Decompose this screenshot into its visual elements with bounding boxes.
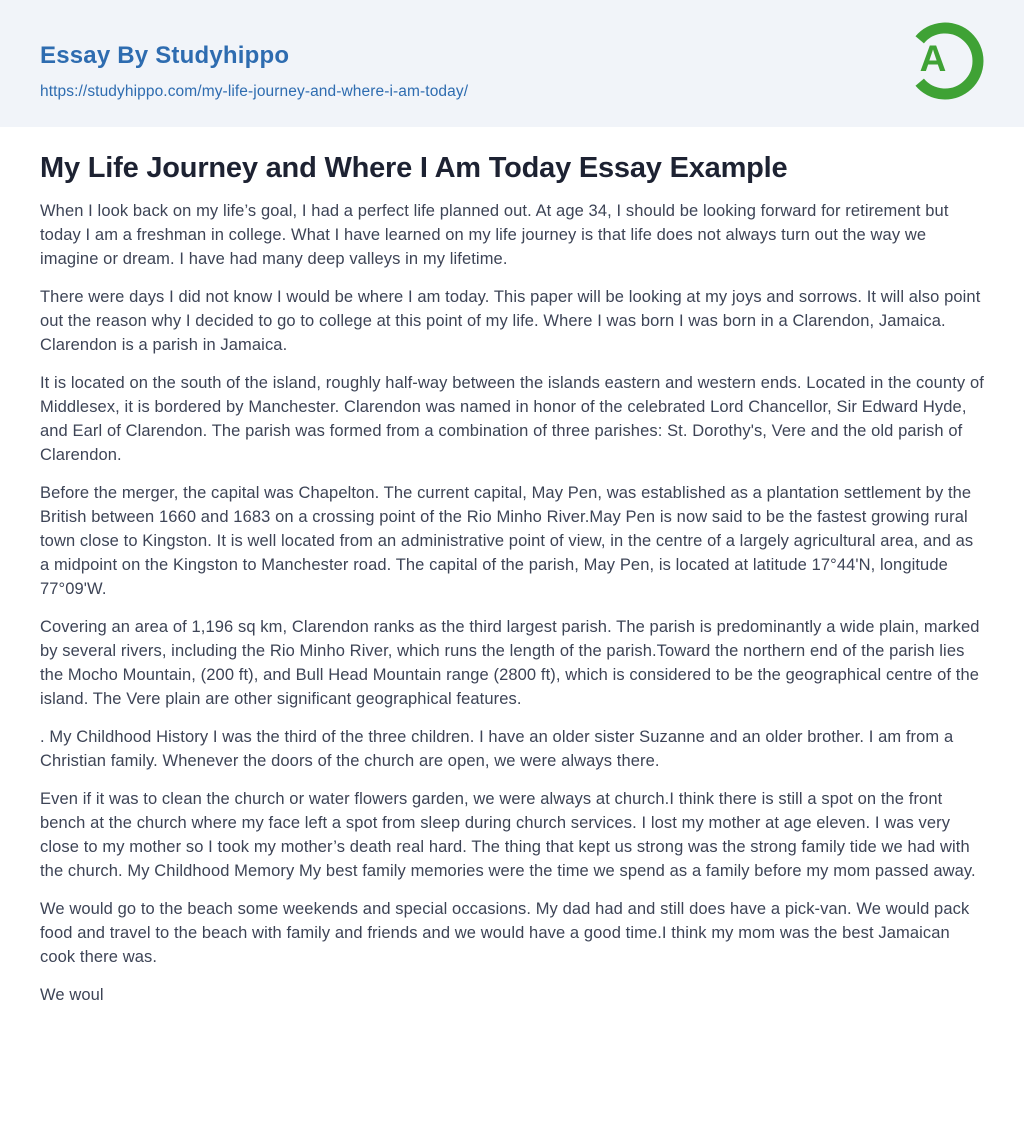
studyhippo-logo bbox=[905, 21, 985, 101]
site-title: Essay By Studyhippo bbox=[40, 42, 290, 69]
essay-paragraph: It is located on the south of the island, roughly half-way between the islands eastern and western ends. Located in the county of Middlesex, it is bordered by Manchester. Clarendon was named in honor of the celebrated Lord Chancellor, Sir Edward Hyde, and Earl of Clarendon. The parish was formed from a combination of three parishes: St. Dorothy's, Vere and the old parish of Clarendon. bbox=[40, 374, 984, 464]
page-url-link[interactable]: https://studyhippo.com/my-life-journey-and-where-i-am-today/ bbox=[40, 83, 469, 100]
essay-title: My Life Journey and Where I Am Today Essay Example bbox=[40, 152, 788, 184]
essay-body bbox=[40, 199, 984, 1007]
page-header bbox=[0, 0, 1024, 127]
essay-paragraph: There were days I did not know I would be where I am today. This paper will be looking at my joys and sorrows. It will also point out the reason why I decided to go to college at this point of my life. Where I was born I was born in a Clarendon, Jamaica. Clarendon is a parish in Jamaica. bbox=[40, 288, 981, 354]
essay-paragraph: When I look back on my life’s goal, I had a perfect life planned out. At age 34, I should be looking forward for retirement but today I am a freshman in college. What I have learned on my life journey is that life does not always turn out the way we imagine or dream. I have had many deep valleys in my lifetime. bbox=[40, 202, 949, 268]
essay-content bbox=[0, 127, 1024, 1007]
essay-paragraph: . My Childhood History I was the third of the three children. I have an older sister Suzanne and an older brother. I am from a Christian family. Whenever the doors of the church are open, we were always there. bbox=[40, 728, 954, 770]
logo-letter: A bbox=[919, 38, 947, 79]
essay-paragraph: Covering an area of 1,196 sq km, Clarendon ranks as the third largest parish. The parish is predominantly a wide plain, marked by several rivers, including the Rio Minho River, which runs the length of the parish.Toward the northern end of the parish lies the Mocho Mountain, (200 ft), and Bull Head Mountain range (2800 ft), which is considered to be the geographical centre of the island. The Vere plain are other significant geographical features. bbox=[40, 618, 980, 708]
essay-paragraph: We would go to the beach some weekends and special occasions. My dad had and still does have a pick-van. We would pack food and travel to the beach with family and friends and we would have a good time.I think my mom was the best Jamaican cook there was. bbox=[40, 900, 970, 966]
logo-arc-icon bbox=[905, 21, 985, 101]
essay-paragraph: We woul bbox=[40, 986, 104, 1004]
essay-paragraph: Even if it was to clean the church or water flowers garden, we were always at church.I think there is still a spot on the front bench at the church where my face left a spot from sleep during church services. I lost my mother at age eleven. I was very close to my mother so I took my mother’s death real hard. The thing that kept us strong was the strong family tide we had with the church. My Childhood Memory My best family memories were the time we spend as a family before my mom passed away. bbox=[40, 790, 976, 880]
essay-paragraph: Before the merger, the capital was Chapelton. The current capital, May Pen, was established as a plantation settlement by the British between 1660 and 1683 on a crossing point of the Rio Minho River.May Pen is now said to be the fastest growing rural town close to Kingston. It is well located from an administrative point of view, in the centre of a largely agricultural area, and as a midpoint on the Kingston to Manchester road. The capital of the parish, May Pen, is located at latitude 17°44'N, longitude 77°09'W. bbox=[40, 484, 974, 598]
